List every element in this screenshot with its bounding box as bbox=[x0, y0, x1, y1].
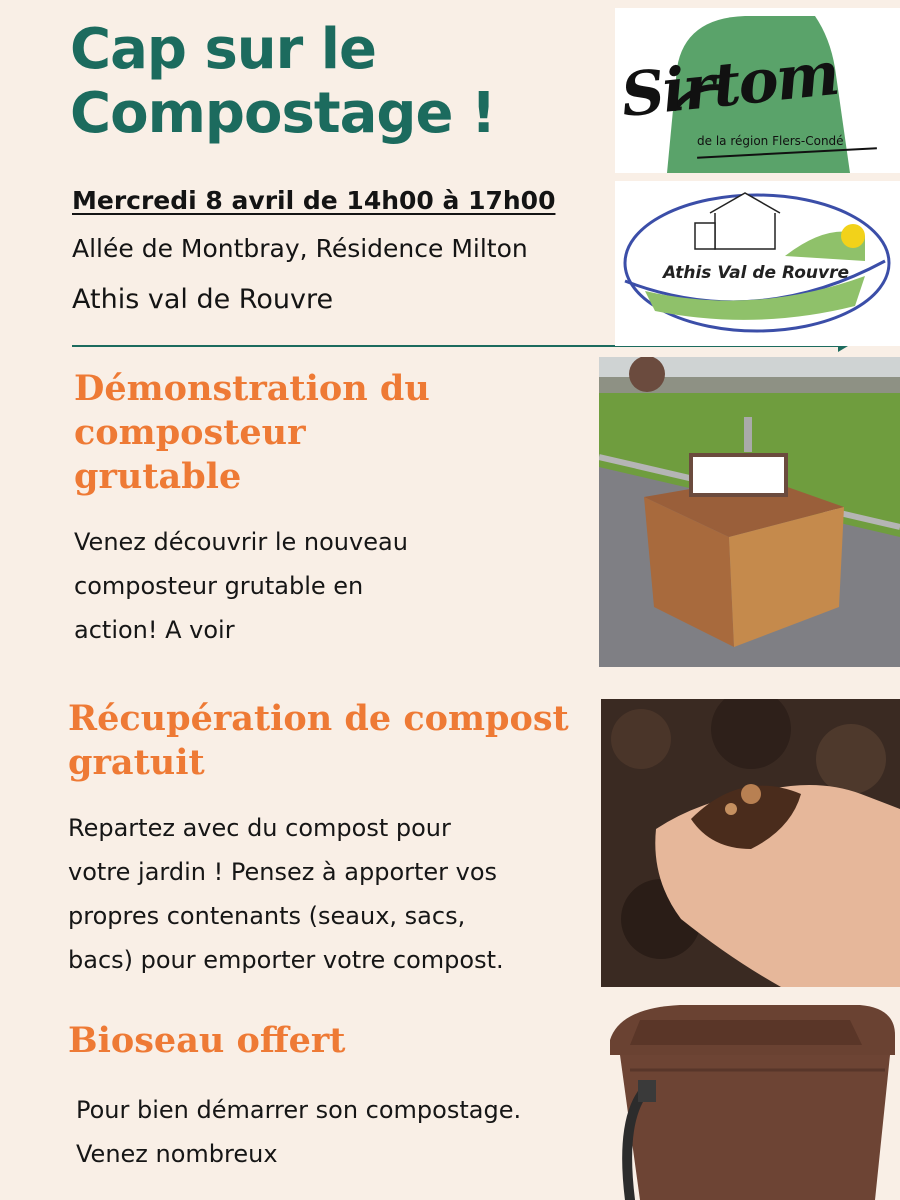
section-demo-text bbox=[74, 520, 494, 652]
event-address-town: Athis val de Rouvre bbox=[72, 284, 334, 315]
section-demo-title-line: Démonstration du bbox=[74, 368, 430, 409]
section-recuperation-title-line: Récupération de compost bbox=[68, 698, 569, 739]
bioseau-bin-photo bbox=[600, 1000, 900, 1200]
section-bioseau-text-line: Pour bien démarrer son compostage. bbox=[76, 1096, 522, 1124]
compost-hand-photo bbox=[601, 699, 900, 987]
section-recuperation-title bbox=[68, 697, 598, 785]
section-bioseau-title-line: Bioseau offert bbox=[68, 1020, 346, 1061]
athis-logo-wordmark: Athis Val de Rouvre bbox=[663, 263, 850, 283]
section-bioseau-text bbox=[76, 1088, 616, 1176]
athis-logo bbox=[615, 181, 900, 346]
section-recuperation-text-line: votre jardin ! Pensez à apporter vos bbox=[68, 858, 498, 886]
section-demo-title bbox=[74, 367, 514, 499]
section-recuperation-text-line: Repartez avec du compost pour bbox=[68, 814, 451, 842]
sirtom-logo-wordmark: Sirtom bbox=[617, 38, 842, 132]
title-line-2: Compostage ! bbox=[70, 81, 496, 146]
section-recuperation-text bbox=[68, 806, 588, 982]
sirtom-logo bbox=[615, 8, 900, 173]
section-demo-text-line: composteur grutable en bbox=[74, 572, 364, 600]
section-recuperation-text-line: bacs) pour emporter votre compost. bbox=[68, 946, 504, 974]
section-recuperation-title-line: gratuit bbox=[68, 742, 205, 783]
section-recuperation-text-line: propres contenants (seaux, sacs, bbox=[68, 902, 466, 930]
sirtom-logo-subtitle: de la région Flers-Condé bbox=[697, 134, 844, 148]
section-demo-text-line: action! A voir bbox=[74, 616, 235, 644]
poster-title bbox=[70, 18, 590, 146]
event-address-street: Allée de Montbray, Résidence Milton bbox=[72, 234, 528, 263]
section-demo-title-line: composteur bbox=[74, 412, 306, 453]
title-line-1: Cap sur le bbox=[70, 17, 376, 82]
section-bioseau-title bbox=[68, 1019, 508, 1063]
section-bioseau-text-line: Venez nombreux bbox=[76, 1140, 278, 1168]
section-demo-text-line: Venez découvrir le nouveau bbox=[74, 528, 408, 556]
event-date: Mercredi 8 avril de 14h00 à 17h00 bbox=[72, 186, 556, 215]
composter-photo bbox=[599, 357, 900, 667]
section-demo-title-line: grutable bbox=[74, 456, 242, 497]
